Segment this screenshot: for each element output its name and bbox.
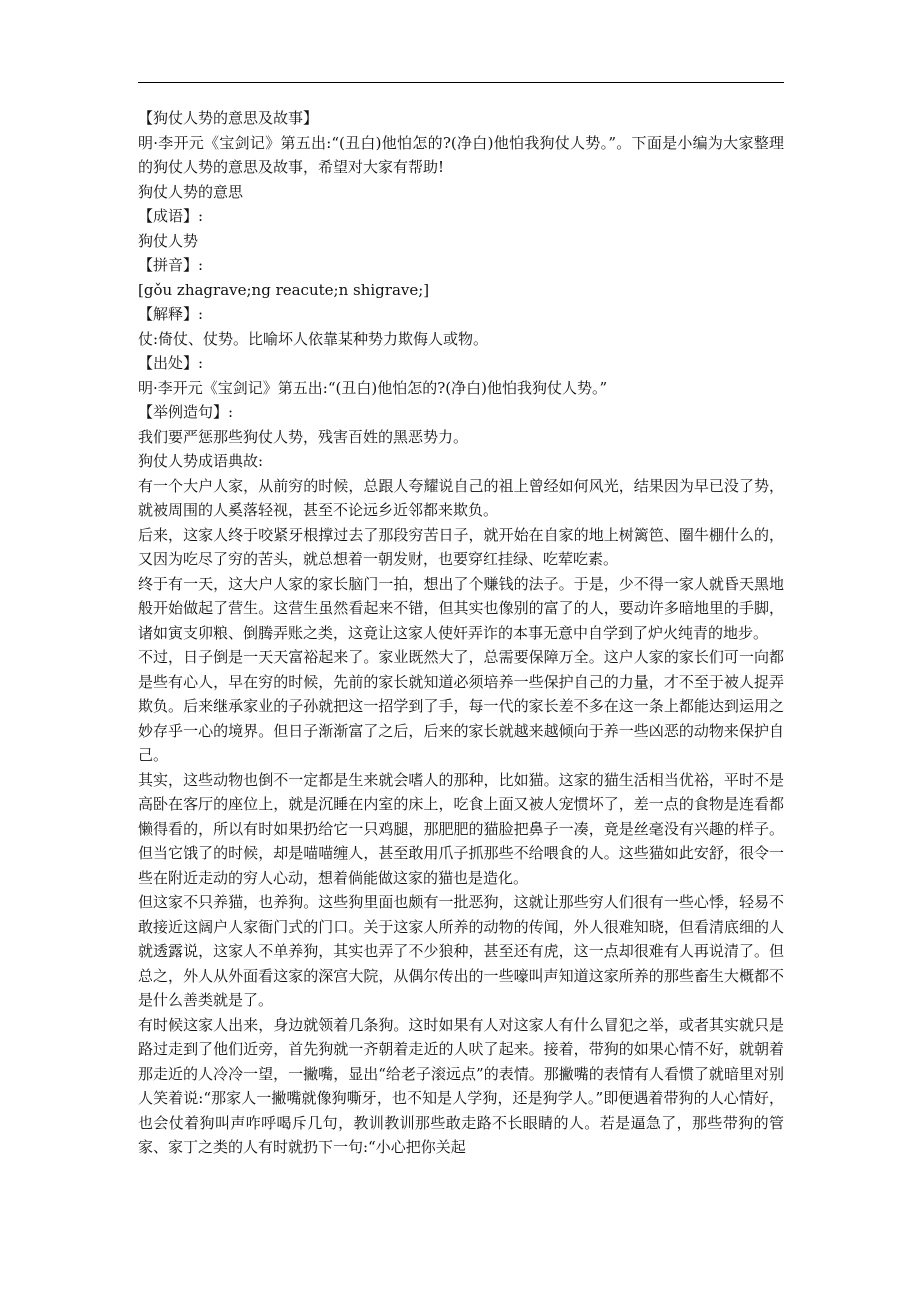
section-heading-story: 狗仗人势成语典故: — [138, 452, 264, 470]
value-idiom: 狗仗人势 — [138, 231, 199, 250]
story-paragraph: 但这家不只养猫，也养狗。这些狗里面也颇有一批恶狗，这就让那些穷人们很有一些心悸，轻易不敢接近这阔户人家衙门式的门口。关于这家人所养的动物的传闻，外人很难知晓，但看清底细的人就透露说，这家人不单养狗，其实也弄了不少狼种，甚至还有虎，这一点却很难有人再说清了。但总之，外人从外面看这家的深宫大院，从偶尔传出的一些嚎叫声知道这家所养的那些畜生大概都不是什么善类就是了。 — [138, 893, 784, 1009]
label-explanation: 【解释】: — [138, 305, 204, 323]
section-heading-meaning: 狗仗人势的意思 — [138, 182, 244, 201]
header-rule — [138, 82, 784, 83]
value-source: 明·李开元《宝剑记》第五出:“(丑白)他怕怎的?(净白)他怕我狗仗人势。” — [138, 378, 608, 397]
story-paragraph: 后来，这家人终于咬紧牙根撑过去了那段穷苦日子，就开始在自家的地上树篱笆、圈牛棚什么的，又因为吃尽了穷的苦头，就总想着一朝发财，也要穿红挂绿、吃荤吃素。 — [138, 525, 784, 568]
story-paragraph: 有一个大户人家，从前穷的时候，总跟人夸耀说自己的祖上曾经如何风光，结果因为早已没了势，就被周围的人奚落轻视，甚至不论远乡近邻都来欺负。 — [138, 476, 784, 519]
value-explanation: 仗:倚仗、仗势。比喻坏人依靠某种势力欺侮人或物。 — [138, 329, 489, 348]
story-paragraph: 不过，日子倒是一天天富裕起来了。家业既然大了，总需要保障万全。这户人家的家长们可一向都是些有心人，早在穷的时候，先前的家长就知道必须培养一些保护自己的力量，才不至于被人捉弄欺负。后来继承家业的子孙就把这一招学到了手，每一代的家长差不多在这一条上都能达到运用之妙存乎一心的境界。但日子渐渐富了之后，后来的家长就越来越倾向于养一些凶恶的动物来保护自己。 — [138, 648, 784, 764]
story-paragraph: 终于有一天，这大户人家的家长脑门一拍，想出了个赚钱的法子。于是，少不得一家人就昏天黑地般开始做起了营生。这营生虽然看起来不错，但其实也像别的富了的人，要动许多暗地里的手脚，诸如寅支卯粮、倒腾弄账之类，这竟让这家人使奸弄诈的本事无意中自学到了炉火纯青的地步。 — [138, 574, 784, 642]
intro-paragraph: 明·李开元《宝剑记》第五出:“(丑白)他怕怎的?(净白)他怕我狗仗人势。”。下面是小编为大家整理的狗仗人势的意思及故事，希望对大家有帮助! — [138, 133, 784, 176]
label-source: 【出处】: — [138, 354, 204, 372]
value-example: 我们要严惩那些狗仗人势，残害百姓的黑恶势力。 — [138, 427, 469, 446]
label-idiom: 【成语】: — [138, 207, 204, 225]
story-paragraph: 有时候这家人出来，身边就领着几条狗。这时如果有人对这家人有什么冒犯之举，或者其实就只是路过走到了他们近旁，首先狗就一齐朝着走近的人吠了起来。接着，带狗的如果心情不好，就朝着那走近的人冷冷一望，一撇嘴，显出“给老子滚远点”的表情。那撇嘴的表情有人看惯了就暗里对别人笑着说:“那家人一撇嘴就像狗嘶牙，也不知是人学狗，还是狗学人。”即便遇着带狗的人心情好，也会仗着狗叫声咋呼喝斥几句，教训教训那些敢走路不长眼睛的人。若是逼急了，那些带狗的管家、家丁之类的人有时就扔下一句:“小心把你关起 — [138, 1015, 784, 1156]
label-example: 【举例造句】: — [138, 403, 234, 421]
label-pinyin: 【拼音】: — [138, 256, 204, 274]
document-body — [138, 106, 784, 1160]
story-paragraph: 其实，这些动物也倒不一定都是生来就会嗜人的那种，比如猫。这家的猫生活相当优裕，平时不是高卧在客厅的座位上，就是沉睡在内室的床上，吃食上面又被人宠惯坏了，差一点的食物是连看都懒得看的，所以有时如果扔给它一只鸡腿，那肥肥的猫脸把鼻子一凑，竟是丝毫没有兴趣的样子。但当它饿了的时候，却是喵喵缠人，甚至敢用爪子抓那些不给喂食的人。这些猫如此安舒，很令一些在附近走动的穷人心动，想着倘能做这家的猫也是造化。 — [138, 770, 784, 887]
doc-title: 【狗仗人势的意思及故事】 — [138, 109, 319, 127]
value-pinyin: [gǒu zhagrave;ng reacute;n shigrave;] — [138, 280, 430, 299]
